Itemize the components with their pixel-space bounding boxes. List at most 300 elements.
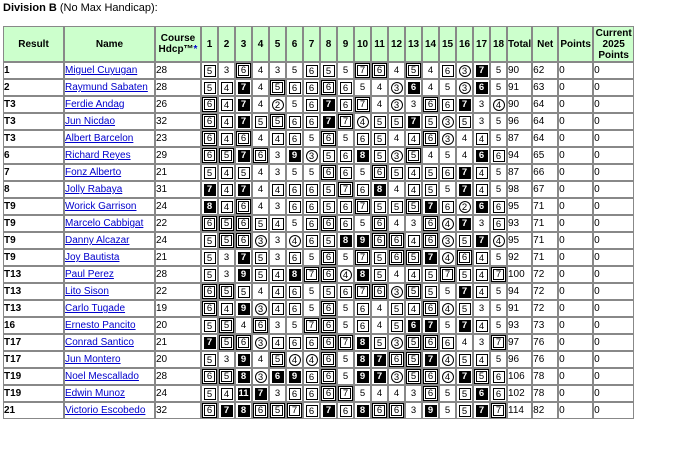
hole-12-score-cell: [388, 317, 405, 334]
score-mark: 3: [274, 251, 281, 263]
result-cell: T3: [3, 130, 64, 147]
hole-12-score-cell: [388, 402, 405, 419]
hole-9-score-cell: [337, 300, 354, 317]
hole-14-score-cell: [422, 266, 439, 283]
player-name-link[interactable]: Joy Bautista: [65, 252, 120, 263]
header-hole-6: 6: [286, 26, 303, 62]
total-cell: 106: [507, 368, 532, 385]
result-cell: T19: [3, 385, 64, 402]
hole-17-score-cell: [473, 164, 490, 181]
net-cell: 78: [532, 368, 558, 385]
score-mark: 6: [425, 133, 436, 144]
hole-11-score-cell: [371, 334, 388, 351]
score-mark: 5: [204, 388, 216, 400]
player-name-link[interactable]: Danny Alcazar: [65, 235, 130, 246]
score-mark: 4: [461, 336, 468, 348]
hole-18-score-cell: [490, 317, 507, 334]
hole-18-score-cell: [490, 402, 507, 419]
hole-17-score-cell: [473, 249, 490, 266]
hole-11-score-cell: [371, 181, 388, 198]
points-cell: 0: [558, 215, 593, 232]
hole-6-score-cell: [286, 283, 303, 300]
hole-10-score-cell: [354, 113, 371, 130]
hole-16-score-cell: [456, 232, 473, 249]
hole-13-score-cell: [405, 402, 422, 419]
player-name-link[interactable]: Carlo Tugade: [65, 303, 126, 314]
hole-14-score-cell: [422, 181, 439, 198]
hole-10-score-cell: [354, 300, 371, 317]
score-mark: 7: [340, 116, 351, 127]
score-mark: 5: [495, 319, 502, 331]
score-mark: 5: [425, 286, 437, 298]
score-mark: 8: [357, 337, 369, 349]
score-mark: 7: [459, 286, 471, 298]
hole-11-score-cell: [371, 96, 388, 113]
points-cell: 0: [558, 147, 593, 164]
hole-10-score-cell: [354, 334, 371, 351]
score-mark: 7: [374, 354, 386, 366]
score-mark: 4: [408, 167, 420, 179]
score-mark: 4: [289, 354, 301, 366]
hole-14-score-cell: [422, 249, 439, 266]
score-mark: 6: [289, 252, 301, 264]
result-cell: 7: [3, 164, 64, 181]
score-mark: 4: [257, 64, 264, 76]
net-cell: 71: [532, 232, 558, 249]
hole-15-score-cell: [439, 164, 456, 181]
hole-5-score-cell: [269, 334, 286, 351]
score-mark: 6: [425, 303, 436, 314]
hole-6-score-cell: [286, 300, 303, 317]
hole-10-score-cell: [354, 266, 371, 283]
hole-5-score-cell: [269, 317, 286, 334]
hole-9-score-cell: [337, 113, 354, 130]
hole-16-score-cell: [456, 181, 473, 198]
hole-6-score-cell: [286, 385, 303, 402]
hole-9-score-cell: [337, 147, 354, 164]
net-cell: 72: [532, 283, 558, 300]
hole-14-score-cell: [422, 215, 439, 232]
hole-12-score-cell: [388, 79, 405, 96]
score-mark: 5: [408, 201, 419, 212]
hole-15-score-cell: [439, 96, 456, 113]
hole-15-score-cell: [439, 249, 456, 266]
score-mark: 6: [442, 65, 454, 77]
header-hole-12: 12: [388, 26, 405, 62]
hole-11-score-cell: [371, 130, 388, 147]
score-mark: 7: [238, 252, 250, 264]
score-mark: 8: [357, 354, 369, 366]
hole-13-score-cell: [405, 368, 422, 385]
hole-9-score-cell: [337, 351, 354, 368]
total-cell: 102: [507, 385, 532, 402]
hole-2-score-cell: [218, 147, 235, 164]
player-name-link[interactable]: Conrad Santico: [65, 337, 134, 348]
header-hole-11: 11: [371, 26, 388, 62]
hole-12-score-cell: [388, 351, 405, 368]
score-mark: 4: [442, 354, 454, 366]
hole-14-score-cell: [422, 351, 439, 368]
total-cell: 94: [507, 283, 532, 300]
division-title: [3, 2, 158, 14]
hole-18-score-cell: [490, 385, 507, 402]
score-mark: 5: [291, 166, 298, 178]
hole-4-score-cell: [252, 198, 269, 215]
player-name-link[interactable]: Jun Montero: [65, 354, 121, 365]
hole-17-score-cell: [473, 198, 490, 215]
hole-3-score-cell: [235, 62, 252, 79]
score-mark: 5: [459, 405, 471, 417]
hole-7-score-cell: [303, 198, 320, 215]
score-mark: 7: [357, 99, 368, 110]
hole-13-score-cell: [405, 266, 422, 283]
score-mark: 4: [221, 99, 233, 111]
hole-1-score-cell: [201, 351, 218, 368]
course-hdcp-cell: 19: [155, 300, 201, 317]
net-cell: 67: [532, 181, 558, 198]
hole-15-score-cell: [439, 181, 456, 198]
player-name-link[interactable]: Miguel Cuyugan: [65, 65, 138, 76]
score-mark: 5: [204, 252, 216, 264]
score-mark: 6: [323, 303, 334, 314]
score-mark: 4: [442, 252, 454, 264]
score-mark: 4: [221, 167, 233, 179]
current-points-cell: 0: [593, 181, 634, 198]
hole-7-score-cell: [303, 317, 320, 334]
hole-11-score-cell: [371, 198, 388, 215]
current-points-cell: 0: [593, 385, 634, 402]
player-name-link[interactable]: Ernesto Pancito: [65, 320, 136, 331]
table-row: [3, 249, 634, 266]
score-mark: 6: [408, 82, 420, 94]
hole-8-score-cell: [320, 249, 337, 266]
course-hdcp-cell: 24: [155, 198, 201, 215]
player-name-cell: [64, 147, 155, 164]
score-mark: 6: [255, 320, 266, 331]
points-cell: 0: [558, 266, 593, 283]
score-mark: 4: [476, 133, 488, 145]
hole-8-score-cell: [320, 96, 337, 113]
hole-14-score-cell: [422, 130, 439, 147]
score-mark: 5: [408, 371, 419, 382]
table-row: [3, 130, 634, 147]
hole-12-score-cell: [388, 266, 405, 283]
hole-8-score-cell: [320, 79, 337, 96]
player-name-link[interactable]: Paul Perez: [65, 269, 114, 280]
division-subtitle: (No Max Handicap):: [56, 2, 158, 14]
score-mark: 5: [308, 285, 315, 297]
score-mark: 6: [374, 235, 385, 246]
hole-14-score-cell: [422, 385, 439, 402]
score-mark: 4: [221, 201, 233, 213]
hole-3-score-cell: [235, 113, 252, 130]
player-name-link[interactable]: Richard Reyes: [65, 150, 131, 161]
hole-13-score-cell: [405, 181, 422, 198]
hole-5-score-cell: [269, 215, 286, 232]
hole-17-score-cell: [473, 317, 490, 334]
score-mark: 5: [374, 269, 386, 281]
header-hole-5: 5: [269, 26, 286, 62]
score-mark: 7: [340, 184, 351, 195]
hole-10-score-cell: [354, 181, 371, 198]
hole-8-score-cell: [320, 215, 337, 232]
hole-2-score-cell: [218, 351, 235, 368]
points-cell: 0: [558, 283, 593, 300]
score-mark: 3: [410, 387, 417, 399]
hole-3-score-cell: [235, 198, 252, 215]
hole-10-score-cell: [354, 62, 371, 79]
player-name-link[interactable]: Lito Sison: [65, 286, 109, 297]
score-mark: 3: [255, 235, 267, 247]
score-mark: 5: [495, 132, 502, 144]
score-mark: 4: [257, 98, 264, 110]
score-mark: 6: [493, 150, 505, 162]
score-mark: 6: [306, 337, 318, 349]
hole-3-score-cell: [235, 317, 252, 334]
score-mark: 3: [391, 82, 403, 94]
hole-1-score-cell: [201, 385, 218, 402]
hole-16-score-cell: [456, 385, 473, 402]
result-cell: T13: [3, 283, 64, 300]
player-name-cell: [64, 130, 155, 147]
hole-8-score-cell: [320, 164, 337, 181]
hole-6-score-cell: [286, 181, 303, 198]
hole-11-score-cell: [371, 368, 388, 385]
score-mark: 4: [427, 64, 434, 76]
hole-13-score-cell: [405, 79, 422, 96]
hole-18-score-cell: [490, 368, 507, 385]
score-mark: 6: [306, 82, 318, 94]
hole-14-score-cell: [422, 402, 439, 419]
score-mark: 9: [357, 371, 369, 383]
hole-18-score-cell: [490, 147, 507, 164]
hole-1-score-cell: [201, 181, 218, 198]
hole-15-score-cell: [439, 385, 456, 402]
player-name-link[interactable]: Worick Garrison: [65, 201, 137, 212]
player-name-link[interactable]: Jun Nicdao: [65, 116, 116, 127]
hole-8-score-cell: [320, 198, 337, 215]
player-name-cell: [64, 317, 155, 334]
hole-2-score-cell: [218, 113, 235, 130]
hole-11-score-cell: [371, 232, 388, 249]
score-mark: 5: [391, 116, 403, 128]
current-points-cell: 0: [593, 147, 634, 164]
current-points-cell: 0: [593, 96, 634, 113]
hole-16-score-cell: [456, 62, 473, 79]
score-mark: 7: [323, 405, 335, 417]
hole-4-score-cell: [252, 130, 269, 147]
score-mark: 3: [391, 150, 403, 162]
score-mark: 3: [223, 353, 230, 365]
net-cell: 71: [532, 215, 558, 232]
hdcp-asterisk-link[interactable]: *: [193, 44, 198, 55]
score-mark: 4: [272, 218, 284, 230]
table-row: [3, 113, 634, 130]
score-mark: 7: [238, 150, 250, 162]
score-mark: 6: [459, 252, 470, 263]
score-mark: 3: [478, 217, 485, 229]
score-mark: 8: [374, 184, 386, 196]
score-mark: 4: [376, 387, 383, 399]
hole-14-score-cell: [422, 300, 439, 317]
score-mark: 4: [272, 337, 284, 349]
hole-9-score-cell: [337, 198, 354, 215]
table-row: [3, 351, 634, 368]
hole-10-score-cell: [354, 164, 371, 181]
hole-7-score-cell: [303, 62, 320, 79]
table-row: [3, 402, 634, 419]
hole-15-score-cell: [439, 79, 456, 96]
score-mark: 6: [340, 286, 352, 298]
score-mark: 5: [408, 337, 419, 348]
hole-11-score-cell: [371, 385, 388, 402]
hole-3-score-cell: [235, 266, 252, 283]
course-hdcp-cell: 28: [155, 79, 201, 96]
player-name-cell: [64, 368, 155, 385]
score-mark: 6: [306, 99, 318, 111]
score-mark: 4: [393, 217, 400, 229]
score-mark: 7: [476, 65, 488, 77]
score-mark: 6: [340, 150, 352, 162]
score-mark: 4: [221, 184, 233, 196]
hole-9-score-cell: [337, 232, 354, 249]
hole-17-score-cell: [473, 351, 490, 368]
results-table: [3, 26, 634, 419]
table-row: [3, 317, 634, 334]
hole-1-score-cell: [201, 283, 218, 300]
hole-15-score-cell: [439, 351, 456, 368]
score-mark: 4: [257, 132, 264, 144]
current-points-cell: 0: [593, 232, 634, 249]
header-hole-2: 2: [218, 26, 235, 62]
score-mark: 6: [357, 320, 369, 332]
score-mark: 5: [323, 201, 335, 213]
hole-10-score-cell: [354, 385, 371, 402]
score-mark: 7: [493, 337, 504, 348]
hole-18-score-cell: [490, 181, 507, 198]
hole-18-score-cell: [490, 130, 507, 147]
score-mark: 4: [257, 285, 264, 297]
hole-16-score-cell: [456, 147, 473, 164]
table-row: [3, 147, 634, 164]
result-cell: T17: [3, 351, 64, 368]
score-mark: 5: [444, 404, 451, 416]
points-cell: 0: [558, 130, 593, 147]
hole-14-score-cell: [422, 368, 439, 385]
player-name-link[interactable]: Noel Mescallado: [65, 371, 139, 382]
score-mark: 5: [204, 354, 216, 366]
hole-18-score-cell: [490, 96, 507, 113]
net-cell: 64: [532, 130, 558, 147]
score-mark: 3: [274, 166, 281, 178]
result-cell: 21: [3, 402, 64, 419]
hole-4-score-cell: [252, 368, 269, 385]
score-mark: 6: [323, 354, 334, 365]
hole-6-score-cell: [286, 232, 303, 249]
score-mark: 6: [238, 235, 249, 246]
hole-6-score-cell: [286, 351, 303, 368]
player-name-link[interactable]: Marcelo Cabbigat: [65, 218, 144, 229]
hole-11-score-cell: [371, 113, 388, 130]
total-cell: 87: [507, 164, 532, 181]
score-mark: 6: [323, 371, 334, 382]
hole-2-score-cell: [218, 232, 235, 249]
score-mark: 6: [374, 286, 385, 297]
hole-15-score-cell: [439, 266, 456, 283]
hole-5-score-cell: [269, 283, 286, 300]
score-mark: 6: [323, 320, 334, 331]
player-name-link[interactable]: Ferdie Andag: [65, 99, 125, 110]
score-mark: 6: [340, 405, 352, 417]
player-name-cell: [64, 181, 155, 198]
hole-5-score-cell: [269, 402, 286, 419]
player-name-link[interactable]: Edwin Munoz: [65, 388, 126, 399]
current-points-cell: 0: [593, 283, 634, 300]
score-mark: 3: [478, 336, 485, 348]
score-mark: 7: [204, 337, 216, 349]
player-name-link[interactable]: Victorio Escobedo: [65, 405, 146, 416]
score-mark: 4: [493, 235, 505, 247]
score-mark: 5: [291, 64, 298, 76]
score-mark: 3: [391, 286, 403, 298]
hole-10-score-cell: [354, 351, 371, 368]
hole-16-score-cell: [456, 215, 473, 232]
score-mark: 3: [391, 337, 403, 349]
score-mark: 6: [323, 388, 334, 399]
score-mark: 4: [340, 269, 352, 281]
score-mark: 4: [408, 269, 420, 281]
hole-9-score-cell: [337, 334, 354, 351]
player-name-link[interactable]: Raymund Sabaten: [65, 82, 148, 93]
hole-4-score-cell: [252, 79, 269, 96]
score-mark: 7: [459, 167, 471, 179]
course-hdcp-cell: 28: [155, 62, 201, 79]
result-cell: T9: [3, 215, 64, 232]
total-cell: 93: [507, 215, 532, 232]
hole-13-score-cell: [405, 351, 422, 368]
hole-3-score-cell: [235, 368, 252, 385]
score-mark: 6: [306, 65, 318, 77]
header-course-hdcp[interactable]: Course Hdcp™*: [155, 26, 201, 62]
result-cell: T13: [3, 300, 64, 317]
score-mark: 4: [221, 116, 233, 128]
net-cell: 73: [532, 317, 558, 334]
result-cell: 6: [3, 147, 64, 164]
score-mark: 6: [442, 99, 454, 111]
player-name-link[interactable]: Jolly Rabaya: [65, 184, 123, 195]
player-name-cell: [64, 232, 155, 249]
score-mark: 5: [444, 183, 451, 195]
player-name-link[interactable]: Fonz Alberto: [65, 167, 122, 178]
score-mark: 6: [289, 82, 301, 94]
score-mark: 6: [357, 184, 369, 196]
score-mark: 5: [425, 167, 437, 179]
hole-7-score-cell: [303, 130, 320, 147]
score-mark: 6: [204, 371, 215, 382]
hole-18-score-cell: [490, 266, 507, 283]
score-mark: 6: [476, 388, 488, 400]
current-points-cell: 0: [593, 300, 634, 317]
score-mark: 4: [408, 303, 420, 315]
player-name-cell: [64, 351, 155, 368]
hole-3-score-cell: [235, 385, 252, 402]
current-points-cell: 0: [593, 62, 634, 79]
score-mark: 3: [478, 302, 485, 314]
score-mark: 5: [291, 319, 298, 331]
player-name-link[interactable]: Albert Barcelon: [65, 133, 134, 144]
score-mark: 5: [359, 217, 366, 229]
current-points-cell: 0: [593, 368, 634, 385]
